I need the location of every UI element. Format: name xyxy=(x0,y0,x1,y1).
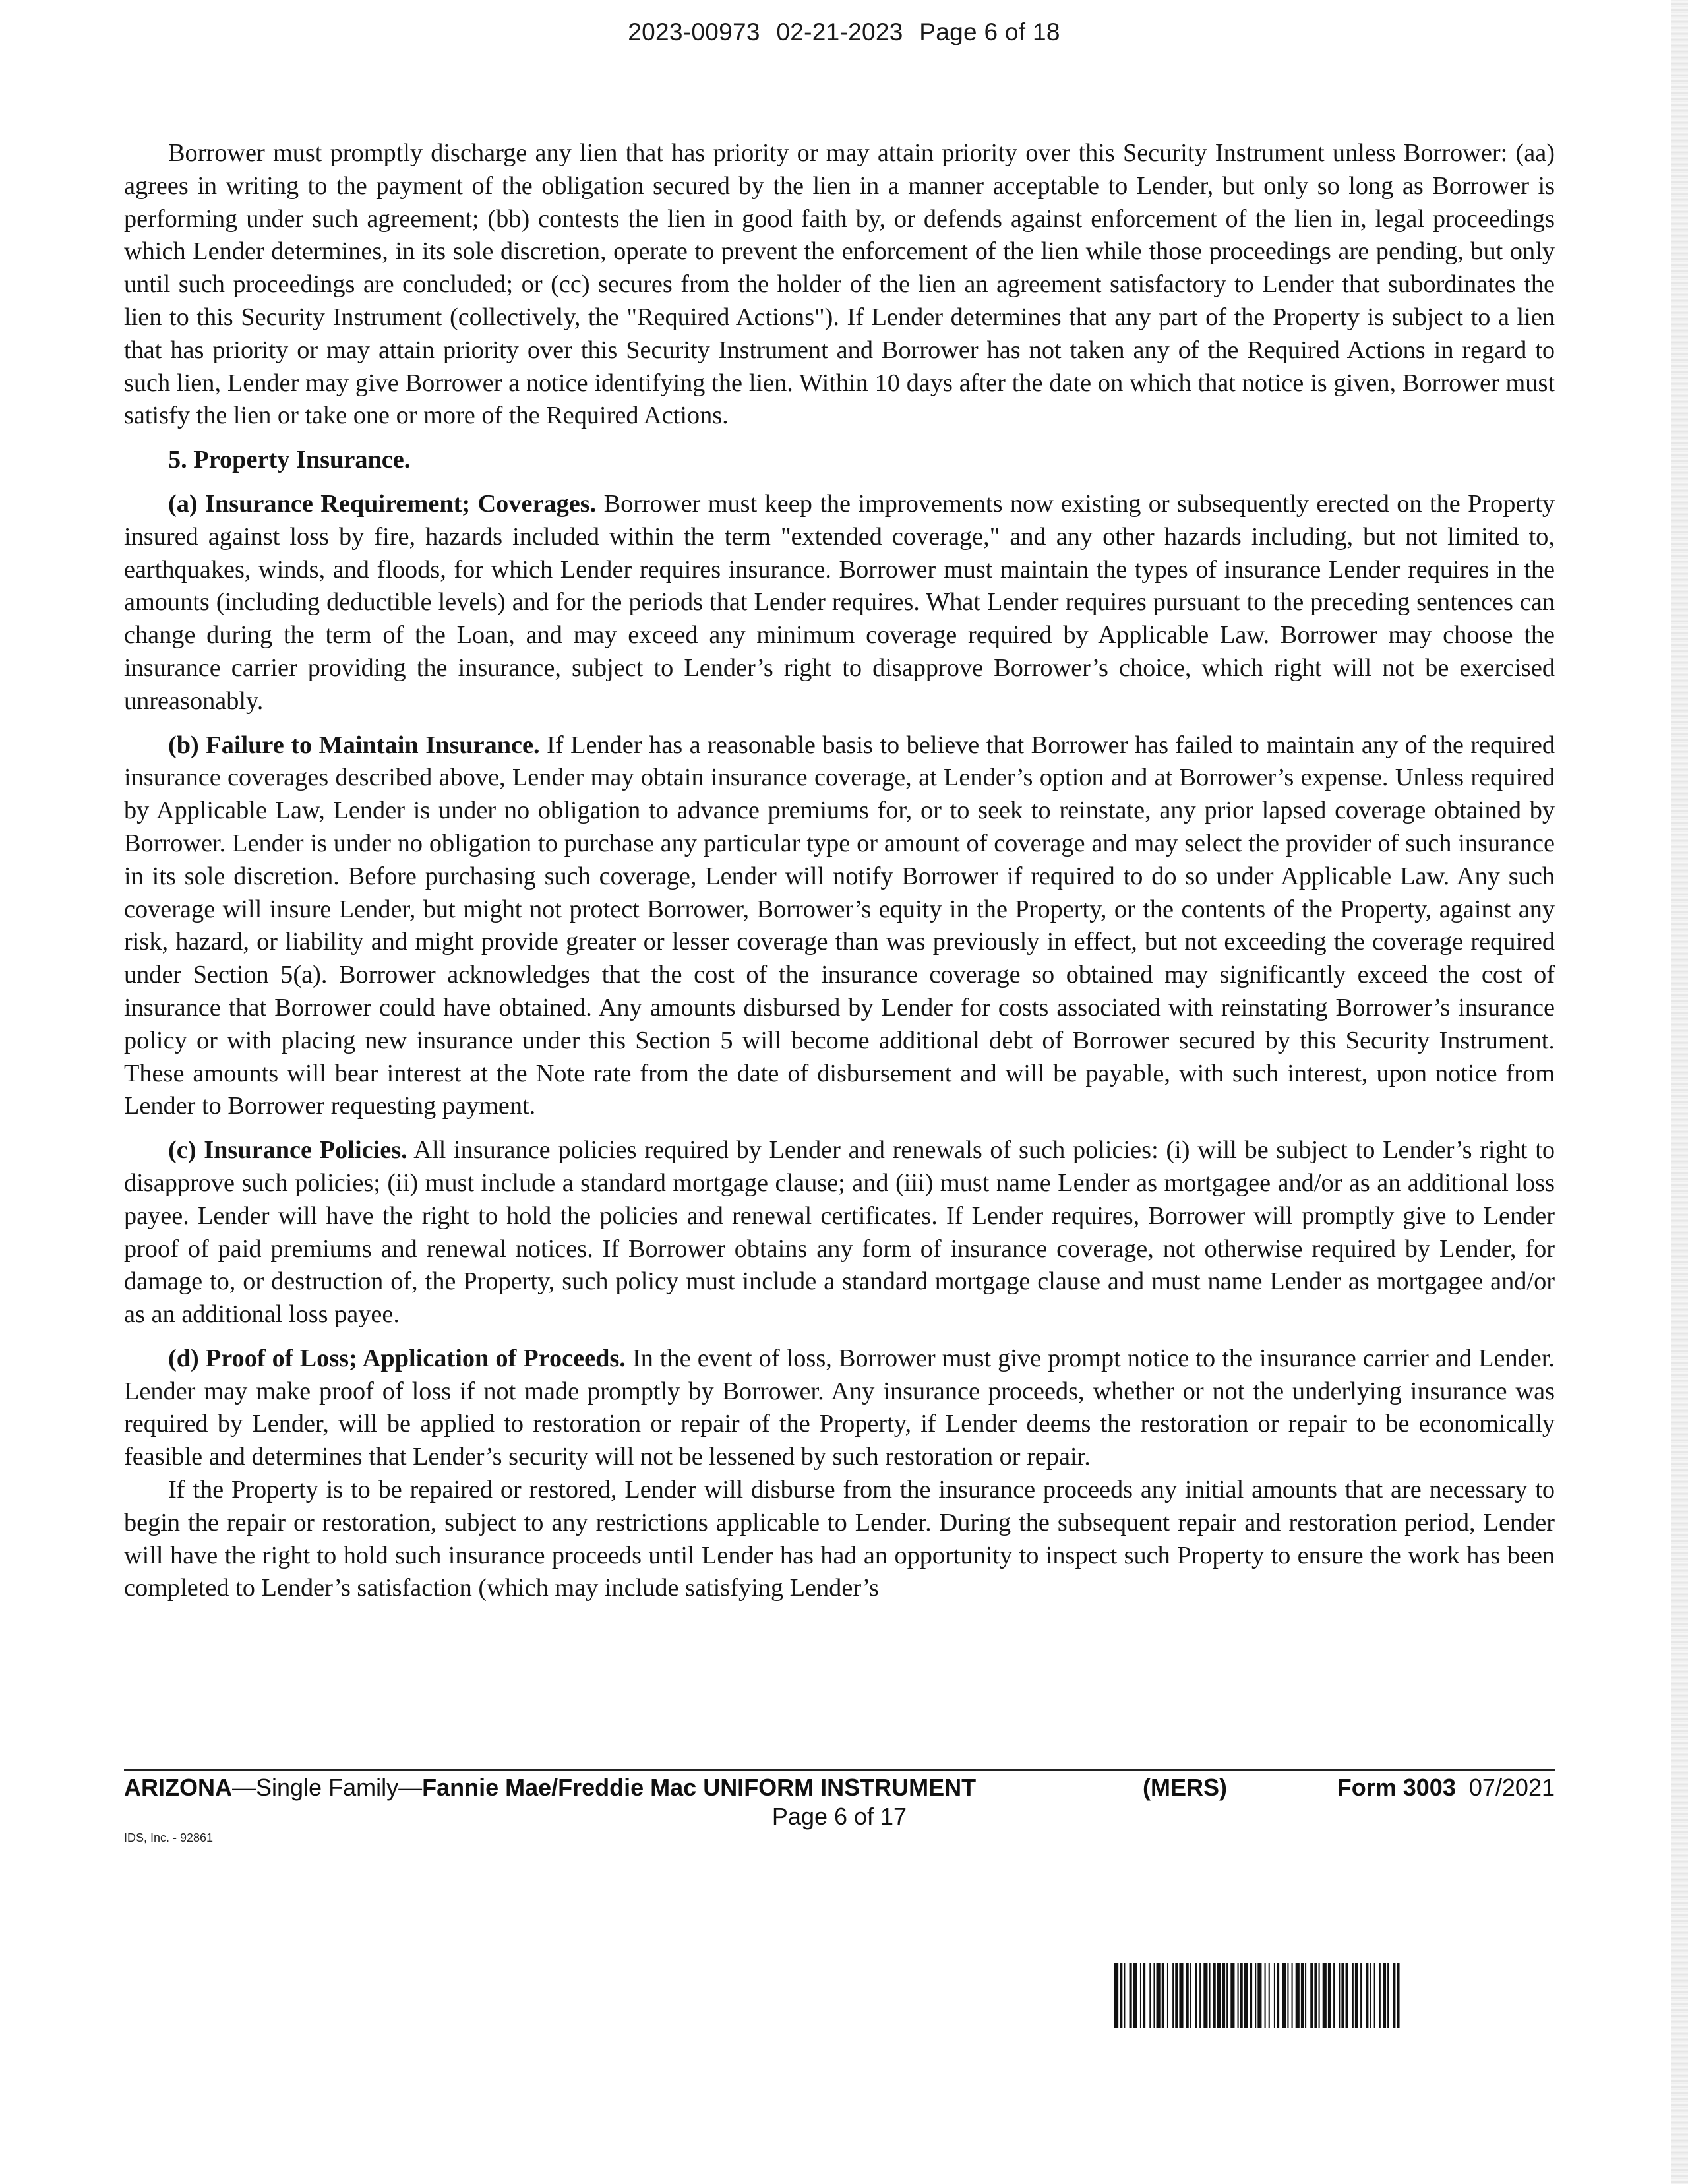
barcode-bar xyxy=(1209,1963,1211,2028)
barcode-bar xyxy=(1217,1963,1221,2028)
barcode-bar xyxy=(1195,1963,1197,2028)
barcode-bar xyxy=(1120,1963,1122,2028)
barcode-bar xyxy=(1244,1963,1248,2028)
barcode-bar xyxy=(1387,1963,1389,2028)
barcode-bar xyxy=(1203,1963,1207,2028)
barcode-bar xyxy=(1296,1963,1300,2028)
barcode-bar xyxy=(1314,1963,1317,2028)
repair-paragraph: If the Property is to be repaired or restored, Lender will disburse from the insurance proceeds any initial amounts that are necessary to begin the repair or restoration, subject to any restrictions applicable to Lender. During the subsequent repair and restoration period, Lender will have the right to hold such insurance proceeds until Lender has had an opportunity to inspect such Property to ensure the work has been completed to Lender’s satisfaction (which may include satisfying Lender’s xyxy=(124,1476,1555,1602)
barcode-bar xyxy=(1374,1963,1375,2028)
subsection-b xyxy=(124,729,1555,1124)
barcode-bar xyxy=(1379,1963,1381,2028)
barcode-bar xyxy=(1240,1963,1243,2028)
barcode-image xyxy=(1114,1963,1553,2028)
barcode-bar xyxy=(1352,1963,1354,2028)
barcode-bar xyxy=(1319,1963,1320,2028)
barcode-bar xyxy=(1250,1963,1252,2028)
barcode-bar xyxy=(1301,1963,1304,2028)
barcode-bar xyxy=(1305,1963,1306,2028)
footer-instrument-title xyxy=(124,1774,976,1802)
footer-page-label: Page 6 of 17 xyxy=(771,1803,907,1830)
barcode-bar xyxy=(1124,1963,1125,2028)
barcode-bar xyxy=(1282,1963,1286,2028)
barcode-bar xyxy=(1393,1963,1395,2028)
recording-date: 02-21-2023 xyxy=(776,18,903,46)
footer-form-line xyxy=(124,1774,1555,1803)
barcode-bar xyxy=(1157,1963,1160,2028)
section-5-heading: 5. Property Insurance. xyxy=(168,446,411,474)
footer-form-date: 07/2021 xyxy=(1468,1774,1555,1801)
barcode-bar xyxy=(1360,1963,1362,2028)
footer-state: ARIZONA xyxy=(124,1774,232,1801)
subsection-a-heading: (a) Insurance Requirement; Coverages. xyxy=(168,489,597,518)
barcode-bar xyxy=(1222,1963,1225,2028)
recording-page-label: Page 6 of 18 xyxy=(919,18,1060,46)
subsection-c-heading: (c) Insurance Policies. xyxy=(168,1136,407,1165)
barcode-bar xyxy=(1133,1963,1137,2028)
footer-mers: (MERS) xyxy=(1143,1774,1227,1801)
barcode-bar xyxy=(1238,1963,1239,2028)
barcode-bar xyxy=(1265,1963,1266,2028)
barcode-bar xyxy=(1143,1963,1145,2028)
barcode-bar xyxy=(1213,1963,1216,2028)
barcode-bar xyxy=(1175,1963,1178,2028)
barcode-bar xyxy=(1287,1963,1288,2028)
subsection-a-text: Borrower must keep the improvements now existing or subsequently erected on the Property insured against loss by fire, hazards included within the term "extended coverage," and any other hazards including, but not limited to, earthquakes, winds, and floods, for which Lender requires insurance. Borrower must maintain the types of insurance Lender requires in the amounts (including deductible levels) and for the periods that Lender requires. What Lender requires pursuant to the preceding sentences can change during the term of the Loan, and may exceed any minimum coverage required by Applicable Law. Borrower may choose the insurance carrier providing the insurance, subject to Lender’s right to disapprove Borrower’s choice, which right will not be exercised unreasonably. xyxy=(124,489,1555,715)
barcode-bar xyxy=(1370,1963,1371,2028)
barcode-bar xyxy=(1186,1963,1189,2028)
subsection-b-heading: (b) Failure to Maintain Insurance. xyxy=(168,731,540,759)
barcode-bar xyxy=(1355,1963,1358,2028)
barcode-bar xyxy=(1167,1963,1168,2028)
barcode-bar xyxy=(1292,1963,1293,2028)
barcode-bar xyxy=(1366,1963,1368,2028)
barcode-bar xyxy=(1397,1963,1399,2028)
barcode-bar xyxy=(1130,1963,1132,2028)
vendor-label: IDS, Inc. - 92861 xyxy=(124,1831,214,1844)
footer-form-number: Form 3003 xyxy=(1337,1774,1456,1801)
footer-rule xyxy=(124,1769,1555,1771)
document-body xyxy=(124,137,1555,1616)
subsection-b-text: If Lender has a reasonable basis to believe that Borrower has failed to maintain any of the required insurance coverages described above, Lender may obtain insurance coverage, at Lender’s option and at Borrower’s expense. Unless required by Applicable Law, Lender is under no obligation to advance premiums for, or to seek to reinstate, any prior lapsed coverage obtained by Borrower. Lender is under no obligation to purchase any particular type or amount of coverage and may select the provider of such insurance in its sole discretion. Before purchasing such coverage, Lender will notify Borrower if required to do so under Applicable Law. Any such coverage will insure Lender, but might not protect Borrower, Borrower’s equity in the Property, or the contents of the Property, against any risk, hazard, or liability and might provide greater or lesser coverage than was previously in effect, but not exceeding the coverage required under Section 5(a). Borrower acknowledges that the cost of the insurance coverage so obtained may significantly exceed the cost of insurance that Borrower could have obtained. Any amounts disbursed by Lender for costs associated with reinstating Borrower’s insurance policy or with placing new insurance under this Section 5 will become additional debt of Borrower secured by this Security Instrument. These amounts will bear interest at the Note rate from the date of disbursement and will be payable, with such interest, upon notice from Lender to Borrower requesting payment. xyxy=(124,731,1555,1120)
barcode-bar xyxy=(1277,1963,1279,2028)
barcode-bar xyxy=(1269,1963,1270,2028)
barcode-bar xyxy=(1226,1963,1228,2028)
subsection-c xyxy=(124,1134,1555,1331)
barcode-bar xyxy=(1346,1963,1348,2028)
barcode-bar xyxy=(1333,1963,1335,2028)
scan-edge-shadow xyxy=(1671,0,1688,2184)
barcode-graphic xyxy=(1114,1963,1553,2028)
barcode-bar xyxy=(1114,1963,1118,2028)
subsection-a xyxy=(124,488,1555,718)
subsection-c-text: All insurance policies required by Lender and renewals of such policies: (i) will be subject to Lender’s right to disapprove such policies; (ii) must include a standard mortgage clause; and (iii) must name Lender as mortgagee and/or as an additional loss payee. Lender will have the right to hold the policies and renewal certificates. If Lender requires, Borrower will promptly give to Lender proof of paid premiums and renewal notices. If Borrower obtains any form of insurance coverage, not otherwise required by Lender, for damage to, or destruction of, the Property, such policy must include a standard mortgage clause and must name Lender as mortgagee and/or as an additional loss payee. xyxy=(124,1136,1555,1329)
barcode-bar xyxy=(1199,1963,1201,2028)
barcode-bar xyxy=(1255,1963,1256,2028)
lien-paragraph: Borrower must promptly discharge any lien that has priority or may attain priority over this Security Instrument unless Borrower: (aa) agrees in writing to the payment of the obligation secured by the lien in a manner acceptable to Lender, but only so long as Borrower is performing under such agreement; (bb) contests the lien in good faith by, or defends against enforcement of the lien in, legal proceedings which Lender determines, in its sole discretion, operate to prevent the enforcement of the lien while those proceedings are pending, but only until such proceedings are concluded; or (cc) secures from the holder of the lien an agreement satisfactory to Lender that subordinates the lien to this Security Instrument (collectively, the "Required Actions"). If Lender determines that any part of the Property is subject to a lien that has priority or may attain priority over this Security Instrument and Borrower has not taken any of the Required Actions in regard to such lien, Lender may give Borrower a notice identifying the lien. Within 10 days after the date on which that notice is given, Borrower must satisfy the lien or take one or more of the Required Actions. xyxy=(124,139,1555,430)
barcode-bar xyxy=(1310,1963,1313,2028)
document-number: 2023-00973 xyxy=(628,18,760,46)
barcode-bar xyxy=(1274,1963,1275,2028)
barcode-bar xyxy=(1190,1963,1191,2028)
barcode-bar xyxy=(1179,1963,1183,2028)
barcode-bar xyxy=(1383,1963,1386,2028)
subsection-d-text: In the event of loss, Borrower must give prompt notice to the insurance carrier and Lender. Lender may make proof of loss if not made promptly by Borrower. Any insurance proceeds, whether or not the underlying insurance was required by Lender, will be applied to restoration or repair of the Property, if Lender deems the restoration or repair to be economically feasible and determines that Lender’s security will not be lessened by such restoration or repair. xyxy=(124,1344,1555,1471)
barcode-bar xyxy=(1339,1963,1340,2028)
footer-family: —Single Family— xyxy=(232,1774,423,1801)
footer-form-id xyxy=(1337,1774,1555,1802)
footer-instrument: Fannie Mae/Freddie Mac UNIFORM INSTRUMENT xyxy=(422,1774,977,1801)
barcode-bar xyxy=(1230,1963,1234,2028)
recording-header xyxy=(0,18,1688,46)
barcode-bar xyxy=(1140,1963,1141,2028)
subsection-d xyxy=(124,1343,1555,1474)
barcode-bar xyxy=(1162,1963,1164,2028)
barcode-bar xyxy=(1323,1963,1327,2028)
barcode-bar xyxy=(1257,1963,1261,2028)
barcode-bar xyxy=(1149,1963,1151,2028)
subsection-d-heading: (d) Proof of Loss; Application of Proceeds. xyxy=(168,1344,626,1372)
barcode-bar xyxy=(1328,1963,1331,2028)
barcode-bar xyxy=(1153,1963,1155,2028)
barcode-bar xyxy=(1172,1963,1174,2028)
barcode-bar xyxy=(1341,1963,1344,2028)
